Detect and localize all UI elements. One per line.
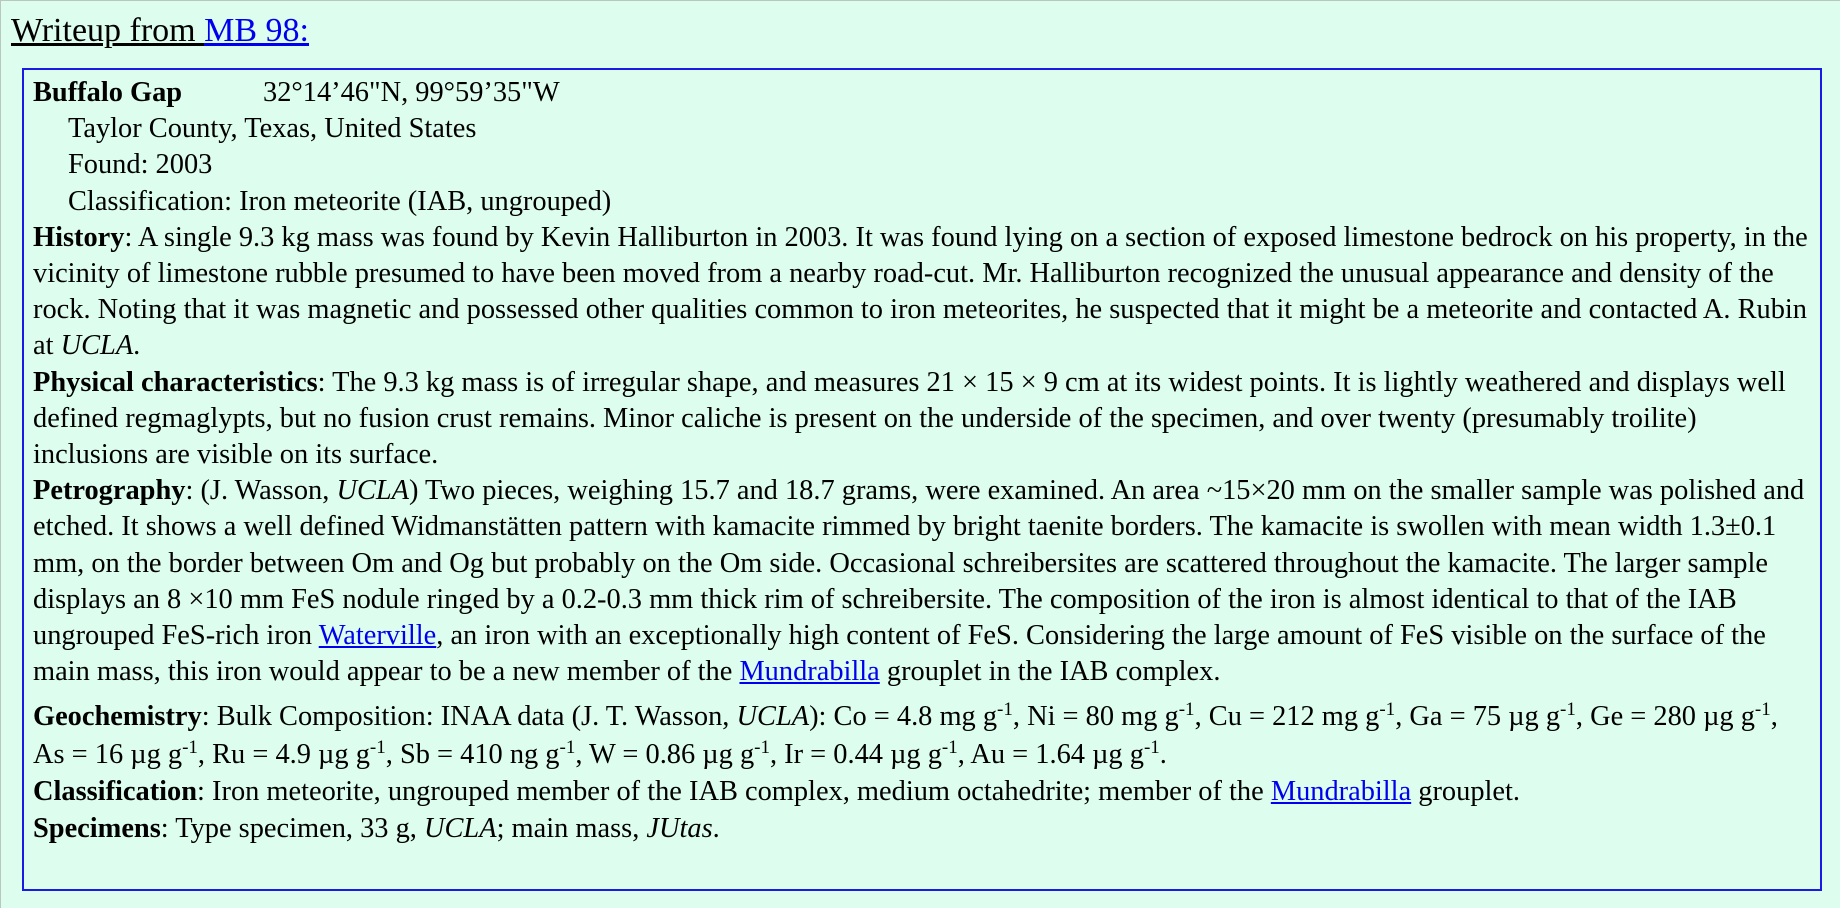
petrography-text-b: ) Two pieces, weighing 15.7 and 18.7 grams, were examined. An area ~15×20 mm on the smaller sample was polished and etched. It shows a well defined Widmanstätten pattern with kamacite rimmed by bright taenite borders. The kamacite is swollen with mean width 1.3±0.1 mm, on the border between Om and Og but probably on the Om side. Occasional schreibersites are scattered throughout the kamacite. The larger sample displays an 8 ×10 mm FeS nodule ringed by a 0.2-0.3 mm thick rim of schreibersite. The composition of the iron is almost identical to that of the IAB ungrouped FeS-rich iron xyxy=(33,475,1805,652)
unit-exponent: -1 xyxy=(997,699,1013,721)
specimens-text-a: : Type specimen, 33 g, xyxy=(160,812,424,844)
specimens-label: Specimens xyxy=(33,812,161,844)
separator: , xyxy=(957,739,971,771)
unit-exponent: -1 xyxy=(1379,699,1396,721)
separator: , xyxy=(769,739,785,771)
coordinates: 32°14’46"N, 99°59’35"W xyxy=(263,77,560,108)
unit-exponent: -1 xyxy=(1143,737,1160,759)
separator: , xyxy=(385,739,400,771)
element-abundance xyxy=(1209,701,1410,732)
mundrabilla-link-2[interactable]: Mundrabilla xyxy=(1270,776,1412,808)
abundance-value: Ir = 0.44 µg g xyxy=(784,739,942,771)
specimens-jutas: JUtas xyxy=(646,812,713,844)
specimens-text-b: ; main mass, xyxy=(496,812,647,844)
unit-exponent: -1 xyxy=(754,737,770,759)
element-abundance xyxy=(33,739,212,770)
separator: , xyxy=(1012,701,1028,733)
abundance-value: Ru = 4.9 µg g xyxy=(212,739,370,771)
specimens-text-c: . xyxy=(712,812,720,844)
classification-section xyxy=(33,774,1812,810)
meteorite-name: Buffalo Gap xyxy=(33,77,183,108)
geochemistry-section xyxy=(33,698,1812,774)
geochemistry-label: Geochemistry xyxy=(33,701,202,733)
unit-exponent: -1 xyxy=(369,737,386,759)
unit-exponent: -1 xyxy=(1754,699,1771,721)
location: Taylor County, Texas, United States xyxy=(68,113,477,145)
mundrabilla-link[interactable]: Mundrabilla xyxy=(739,656,880,688)
element-abundance xyxy=(1409,701,1590,732)
geochemistry-ucla: UCLA xyxy=(736,701,810,733)
unit-exponent: -1 xyxy=(1178,699,1195,721)
entry-title-line xyxy=(33,75,1812,111)
history-text: : A single 9.3 kg mass was found by Kevin Halliburton in 2003. It was found lying on a section of exposed limestone bedrock on his property, in the vicinity of limestone rubble presumed to have been moved from a nearby road-cut. Mr. Halliburton recognized the unusual appearance and density of the rock. Noting that it was magnetic and possessed other qualities common to iron meteorites, he suspected that it might be a meteorite and contacted A. Rubin at xyxy=(33,221,1808,362)
petrography-ucla: UCLA xyxy=(336,475,410,507)
classification-text-end: grouplet. xyxy=(1411,776,1520,808)
history-section xyxy=(33,220,1812,365)
separator: , xyxy=(575,739,590,771)
separator: . xyxy=(1159,739,1167,771)
writeup-heading xyxy=(11,9,309,53)
history-label: History xyxy=(33,221,125,253)
element-abundance xyxy=(212,739,400,770)
specimens-ucla: UCLA xyxy=(423,812,497,844)
geochemistry-intro: : Bulk Composition: INAA data (J. T. Wasson, xyxy=(201,701,737,733)
element-abundance xyxy=(589,739,784,770)
abundance-value: Cu = 212 mg g xyxy=(1208,701,1380,733)
abundance-value: As = 16 µg g xyxy=(33,739,183,771)
petrography-text-d: grouplet in the IAB complex. xyxy=(879,656,1221,688)
unit-exponent: -1 xyxy=(182,737,198,759)
physical-section xyxy=(33,365,1812,474)
abundance-value: Ni = 80 mg g xyxy=(1027,701,1179,733)
petrography-text-c: , an iron with an exceptionally high content of FeS. Considering the large amount of FeS visible on the surface of the main mass, this iron would appear to be a new member of the xyxy=(33,620,1766,688)
element-abundance xyxy=(834,701,1028,732)
unit-exponent: -1 xyxy=(559,737,576,759)
classification-summary: Classification: Iron meteorite (IAB, ungrouped) xyxy=(68,185,612,217)
meteorite-writeup-box xyxy=(22,68,1822,891)
abundance-value: Au = 1.64 µg g xyxy=(970,739,1144,771)
unit-exponent: -1 xyxy=(1560,699,1576,721)
abundance-value: W = 0.86 µg g xyxy=(589,739,755,771)
petrography-text-a: : (J. Wasson, xyxy=(185,475,337,507)
geochemistry-intro-end: ): xyxy=(809,701,834,733)
abundance-value: Ga = 75 µg g xyxy=(1409,701,1561,733)
unit-exponent: -1 xyxy=(941,737,958,759)
element-abundance xyxy=(970,739,1166,770)
abundance-value: Ge = 280 µg g xyxy=(1590,701,1755,733)
classification-label: Classification xyxy=(33,776,198,808)
history-ucla: UCLA xyxy=(60,330,134,362)
petrography-section xyxy=(33,473,1812,690)
element-abundance xyxy=(784,739,970,770)
physical-label: Physical characteristics xyxy=(33,366,318,398)
abundance-value: Co = 4.8 mg g xyxy=(833,701,998,733)
specimens-section xyxy=(33,811,1812,847)
physical-text: : The 9.3 kg mass is of irregular shape, and measures 21 × 15 × 9 cm at its widest points. It is lightly weathered and displays well defined regmaglypts, but no fusion crust remains. Minor caliche is present on the underside of the specimen, and over twenty (presumably troilite) inclusions are visible on its surface. xyxy=(33,366,1786,471)
waterville-link[interactable]: Waterville xyxy=(318,620,437,652)
element-abundance xyxy=(1027,701,1209,732)
mb98-link[interactable]: MB 98: xyxy=(204,12,309,49)
element-abundance xyxy=(1590,701,1778,732)
petrography-label: Petrography xyxy=(33,475,186,507)
separator: , xyxy=(1395,701,1410,733)
heading-prefix: Writeup from xyxy=(11,12,205,49)
classification-text: : Iron meteorite, ungrouped member of the IAB complex, medium octahedrite; member of the xyxy=(197,776,1271,808)
element-abundance xyxy=(400,739,589,770)
history-text-end: . xyxy=(133,330,141,362)
separator: , xyxy=(1194,701,1209,733)
separator: , xyxy=(197,739,213,771)
separator: , xyxy=(1770,701,1778,733)
separator: , xyxy=(1575,701,1591,733)
abundance-value: Sb = 410 ng g xyxy=(399,739,560,771)
found-year: Found: 2003 xyxy=(68,149,213,181)
